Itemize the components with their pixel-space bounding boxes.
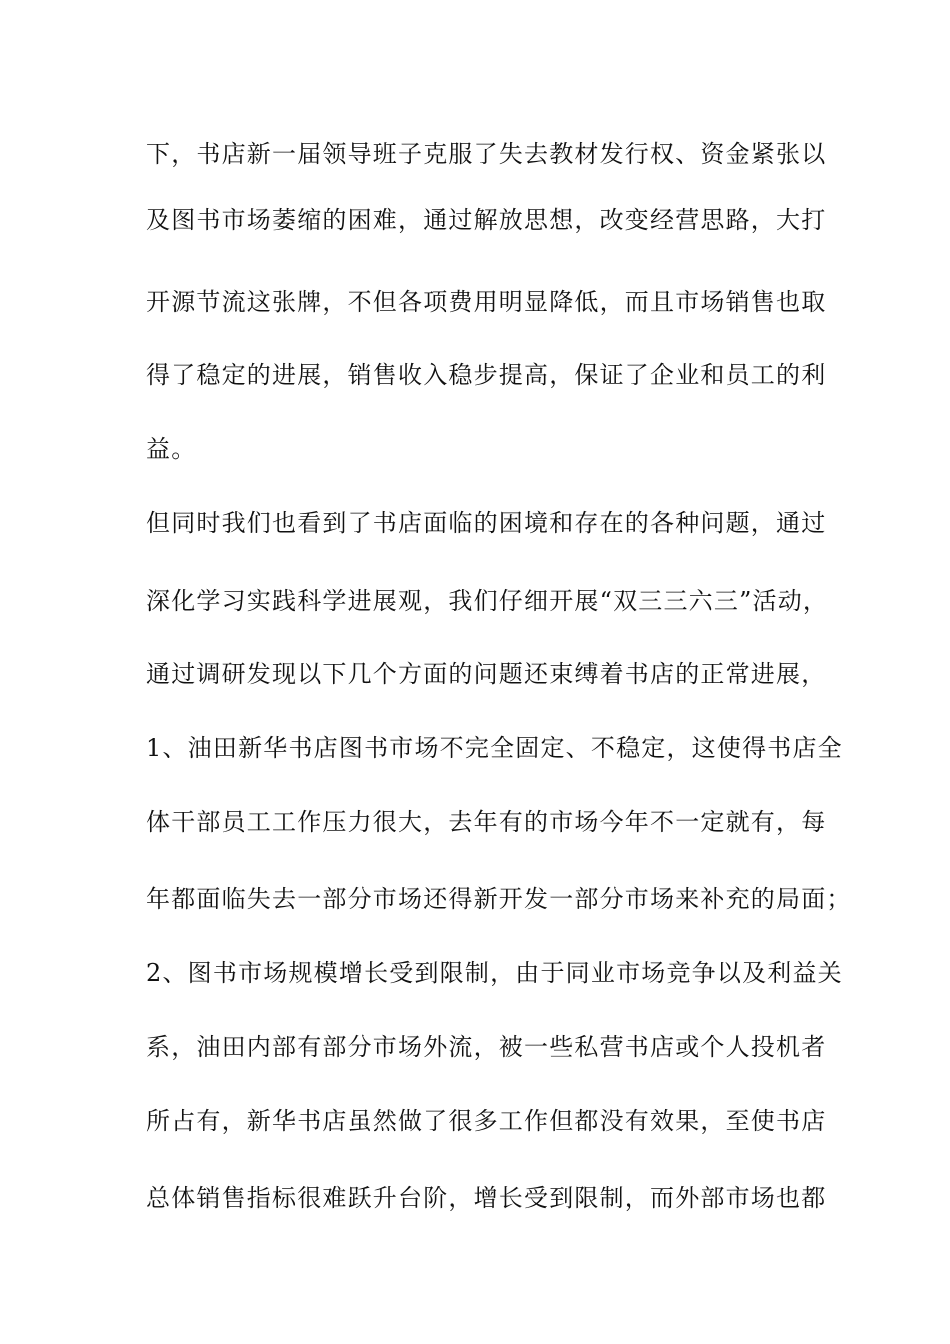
text-line-12: 2、图书市场规模增长受到限制，由于同业市场竞争以及利益关 — [146, 959, 843, 987]
text-line-11: 年都面临失去一部分市场还得新开发一部分市场来补充的局面； — [146, 885, 852, 913]
text-line-3: 开源节流这张牌，不但各项费用明显降低，而且市场销售也取 — [146, 288, 827, 316]
text-line-14: 所占有，新华书店虽然做了很多工作但都没有效果，至使书店 — [146, 1107, 827, 1135]
text-line-5: 益。 — [146, 435, 197, 463]
text-line-9: 1、油田新华书店图书市场不完全固定、不稳定，这使得书店全 — [146, 734, 843, 762]
text-line-1: 下，书店新一届领导班子克服了失去教材发行权、资金紧张以 — [146, 140, 827, 168]
text-line-8: 通过调研发现以下几个方面的问题还束缚着书店的正常进展， — [146, 660, 827, 688]
text-line-10: 体干部员工工作压力很大，去年有的市场今年不一定就有，每 — [146, 808, 827, 836]
text-line-15: 总体销售指标很难跃升台阶，增长受到限制，而外部市场也都 — [146, 1184, 827, 1212]
text-line-6: 但同时我们也看到了书店面临的困境和存在的各种问题，通过 — [146, 509, 827, 537]
text-line-7: 深化学习实践科学进展观，我们仔细开展“双三三六三”活动， — [146, 587, 829, 615]
text-line-13: 系，油田内部有部分市场外流，被一些私营书店或个人投机者 — [146, 1033, 827, 1061]
text-line-2: 及图书市场萎缩的困难，通过解放思想，改变经营思路，大打 — [146, 206, 827, 234]
text-line-4: 得了稳定的进展，销售收入稳步提高，保证了企业和员工的利 — [146, 361, 827, 389]
